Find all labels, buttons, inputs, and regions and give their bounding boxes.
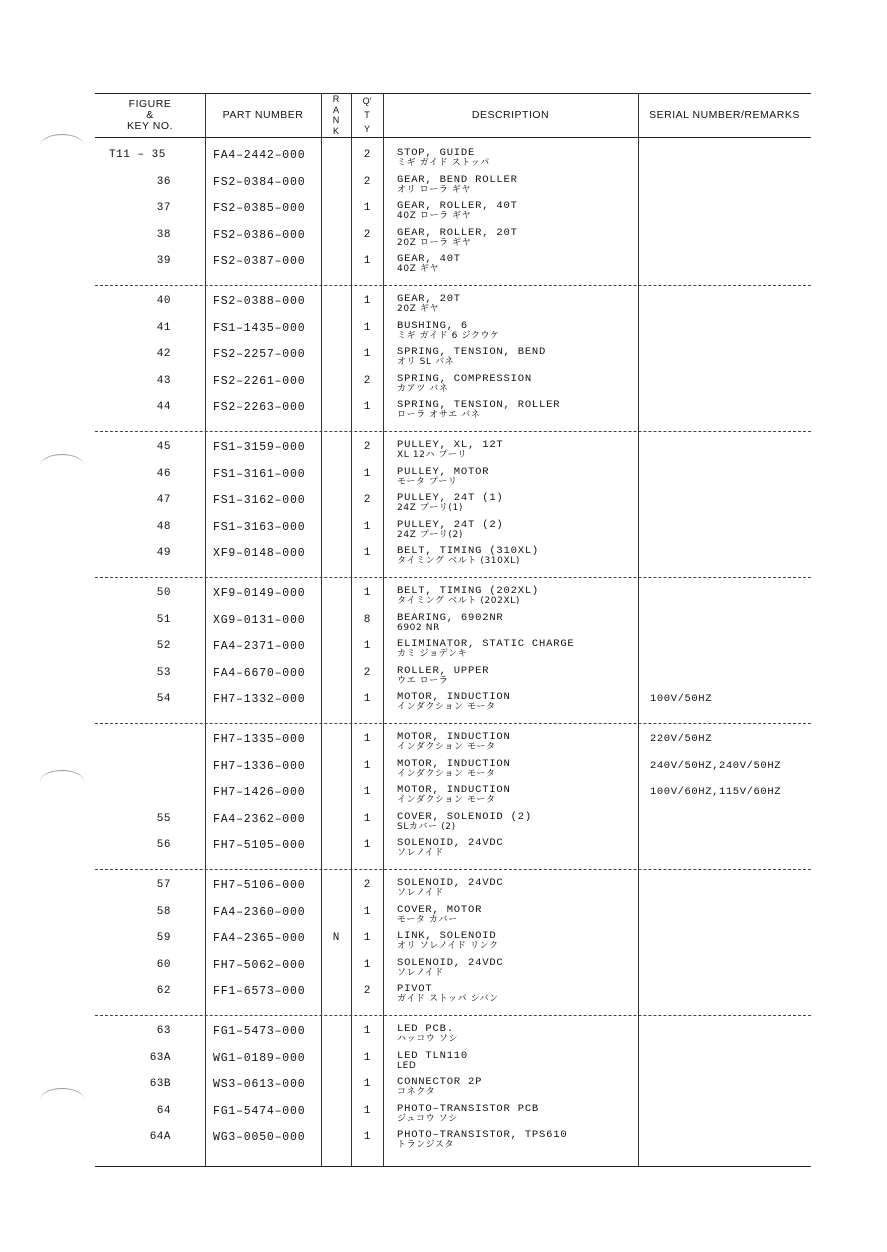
quantity: 1 (363, 932, 371, 944)
quantity: 1 (363, 321, 371, 334)
quantity: 1 (363, 1051, 371, 1064)
description-english: PULLEY, 24T (1) (397, 492, 504, 504)
description-japanese: カアツ バネ (397, 383, 449, 394)
serial-remark: 240V/50HZ,240V/50HZ (650, 759, 782, 772)
part-number: FS2–0387–000 (213, 255, 306, 268)
description-japanese: ミギ ガイド 6 ジクウケ (397, 330, 500, 341)
description-english: SOLENOID, 24VDC (397, 837, 504, 849)
key-number: 48 (156, 520, 171, 533)
key-number: 38 (156, 228, 171, 241)
group-separator (95, 285, 811, 286)
description-japanese: オリ ソレノイド リンク (397, 941, 499, 951)
table-row (95, 346, 811, 372)
group-separator (95, 577, 811, 578)
key-number: 56 (156, 839, 171, 851)
table-row (95, 1129, 811, 1155)
part-number: FH7–1426–000 (213, 786, 306, 799)
quantity: 1 (363, 587, 371, 599)
header-qty-letter: Q' (362, 96, 372, 106)
description-english: BELT, TIMING (310XL) (397, 545, 540, 557)
description-english: LED TLN110 (397, 1049, 469, 1062)
table-row (95, 1050, 811, 1076)
table-row (95, 1076, 811, 1102)
quantity: 2 (363, 374, 371, 387)
description-japanese: ミギ ガイド ストッパ (397, 158, 490, 168)
part-number: FS1–3163–000 (213, 520, 306, 534)
key-number: 54 (156, 693, 171, 705)
description-english: GEAR, BEND ROLLER (397, 173, 518, 186)
punch-hole-mark (40, 1088, 84, 1111)
part-number: FS2–0388–000 (213, 295, 306, 308)
part-number: FS1–3159–000 (213, 441, 306, 454)
description-japanese: 40Z ローラ ギヤ (397, 211, 472, 221)
description-english: COVER, SOLENOID (2) (397, 810, 532, 823)
description-japanese: タイミング ベルト (310XL) (397, 556, 520, 566)
description-japanese: 24Z プーリ(2) (397, 529, 463, 540)
part-number: XF9–0149–000 (213, 587, 306, 600)
key-number: 63A (149, 1051, 171, 1064)
table-row (95, 665, 811, 691)
table-row (95, 545, 811, 571)
quantity: 1 (363, 1078, 371, 1090)
quantity: 1 (363, 733, 371, 745)
description-japanese: LED (397, 1060, 417, 1071)
description-japanese: ソレノイド (397, 848, 444, 858)
quantity: 1 (363, 812, 371, 825)
quantity: 1 (363, 640, 371, 652)
header-figure-key (95, 93, 205, 137)
quantity: 1 (363, 693, 371, 705)
key-number: 62 (156, 985, 171, 997)
header-qty (352, 94, 382, 136)
table-row (95, 373, 811, 399)
table-row (95, 904, 811, 930)
group-separator (95, 431, 811, 432)
quantity: 1 (363, 839, 371, 851)
table-row (95, 147, 811, 173)
description-english: GEAR, 40T (397, 253, 461, 265)
key-number: 52 (156, 640, 171, 652)
header-rank-letter: N (332, 115, 340, 125)
part-number: FA4–6670–000 (213, 666, 306, 680)
header-rank-letter: A (332, 104, 339, 115)
part-number: FS1–1435–000 (213, 321, 306, 335)
description-english: GEAR, ROLLER, 40T (397, 200, 518, 212)
header-figure-line: & (146, 108, 154, 121)
part-number: FS1–3162–000 (213, 494, 306, 507)
table-row (95, 691, 811, 717)
header-qty-letter: T (364, 110, 370, 120)
description-japanese: 20Z ローラ ギヤ (397, 237, 472, 248)
quantity: 1 (363, 202, 371, 214)
header-figure-line: KEY NO. (127, 119, 173, 132)
table-row (95, 784, 811, 810)
key-number: 44 (156, 401, 171, 413)
part-number: FS1–3161–000 (213, 467, 306, 481)
header-figure-line: FIGURE (128, 97, 172, 110)
table-row (95, 877, 811, 903)
description-japanese: オリ ローラ ギヤ (397, 184, 472, 195)
part-number: FS2–2261–000 (213, 374, 306, 388)
description-japanese: SLカバー (2) (397, 821, 456, 832)
key-number: 57 (156, 879, 171, 891)
description-japanese: ソレノイド (397, 967, 444, 978)
key-number: 36 (156, 175, 171, 188)
description-english: MOTOR, INDUCTION (397, 691, 511, 703)
header-part-number: PART NUMBER (222, 108, 304, 121)
description-english: GEAR, 20T (397, 293, 461, 305)
description-japanese: モータ プーリ (397, 476, 458, 487)
group-separator (95, 1015, 811, 1016)
key-number: 64A (149, 1131, 171, 1143)
description-english: BUSHING, 6 (397, 319, 469, 332)
table-row (95, 439, 811, 465)
quantity: 1 (363, 905, 371, 918)
part-number: FA4–2442–000 (213, 149, 306, 162)
part-number: FS2–0385–000 (213, 202, 306, 215)
description-english: COVER, MOTOR (397, 903, 483, 916)
description-english: BEARING, 6902NR (397, 611, 504, 624)
key-number: 59 (156, 932, 171, 944)
key-number: 64 (156, 1104, 171, 1117)
part-number: FS2–0386–000 (213, 228, 306, 242)
part-number: WG1–0189–000 (213, 1051, 306, 1065)
description-japanese: ソレノイド (397, 888, 444, 898)
part-number: FH7–1336–000 (213, 759, 306, 773)
table-row (95, 227, 811, 253)
table-row (95, 519, 811, 545)
part-number: FS2–0384–000 (213, 175, 306, 189)
key-number: 42 (156, 348, 171, 360)
part-number: FS2–2263–000 (213, 401, 306, 414)
description-english: LINK, SOLENOID (397, 930, 497, 942)
description-english: ELIMINATOR, STATIC CHARGE (397, 638, 575, 650)
quantity: 1 (363, 1025, 371, 1037)
key-number: 51 (156, 613, 171, 626)
description-english: SOLENOID, 24VDC (397, 877, 504, 889)
quantity: 2 (363, 149, 371, 161)
key-number: 45 (156, 441, 171, 453)
description-english: ROLLER, UPPER (397, 664, 490, 677)
table-bottom-rule (95, 1166, 811, 1167)
part-number: XG9–0131–000 (213, 613, 306, 627)
quantity: 8 (363, 613, 371, 626)
table-row (95, 957, 811, 983)
serial-remark: 100V/60HZ,115V/60HZ (650, 786, 782, 798)
description-english: PIVOT (397, 983, 433, 995)
table-row (95, 174, 811, 200)
description-japanese: モータ カバー (397, 914, 458, 925)
description-japanese: インダクション モータ (397, 768, 496, 779)
quantity: 1 (363, 1131, 371, 1143)
quantity: 2 (363, 666, 371, 679)
part-number: FA4–2371–000 (213, 640, 306, 653)
quantity: 2 (363, 228, 371, 241)
quantity: 2 (363, 494, 371, 506)
part-number: FF1–6573–000 (213, 985, 306, 998)
key-number: 53 (156, 666, 171, 679)
table-row (95, 399, 811, 425)
description-japanese: インダクション モータ (397, 795, 496, 805)
key-number: 63B (149, 1078, 171, 1090)
quantity: 1 (363, 520, 371, 533)
description-japanese: オリ SL バネ (397, 357, 455, 367)
part-number: FH7–5062–000 (213, 958, 306, 972)
part-number: FS2–2257–000 (213, 348, 306, 361)
key-number: 60 (156, 958, 171, 971)
figure-number: T11 – 35 (109, 149, 166, 161)
quantity: 2 (363, 441, 371, 453)
description-english: MOTOR, INDUCTION (397, 757, 511, 770)
description-japanese: ガイド ストッパ シバン (397, 994, 499, 1004)
description-english: SPRING, TENSION, ROLLER (397, 399, 561, 411)
key-number: 55 (156, 812, 171, 825)
punch-hole-mark (40, 454, 84, 477)
quantity: 2 (363, 985, 371, 997)
description-japanese: ジュコウ ソシ (397, 1113, 458, 1124)
key-number: 63 (156, 1025, 171, 1037)
part-number: FA4–2360–000 (213, 905, 306, 919)
quantity: 2 (363, 879, 371, 891)
part-number: FH7–5106–000 (213, 879, 306, 892)
key-number: 37 (156, 202, 171, 214)
quantity: 1 (363, 348, 371, 360)
quantity: 1 (363, 958, 371, 971)
description-english: PULLEY, MOTOR (397, 465, 490, 478)
key-number: 46 (156, 467, 171, 480)
description-english: SOLENOID, 24VDC (397, 956, 504, 969)
key-number: 43 (156, 374, 171, 387)
table-row (95, 983, 811, 1009)
table-row (95, 200, 811, 226)
serial-remark: 100V/50HZ (650, 693, 713, 705)
header-rank-letter: K (332, 125, 339, 136)
table-row (95, 638, 811, 664)
rank: N (332, 932, 340, 944)
table-row (95, 585, 811, 611)
group-separator (95, 723, 811, 724)
key-number: 47 (156, 494, 171, 506)
description-japanese: 6902 NR (397, 622, 440, 633)
table-row (95, 492, 811, 518)
part-number: WS3–0613–000 (213, 1078, 306, 1091)
description-japanese: ローラ オサエ バネ (397, 410, 481, 420)
part-number: XF9–0148–000 (213, 547, 306, 560)
quantity: 1 (363, 759, 371, 772)
key-number: 41 (156, 321, 171, 334)
description-japanese: コネクタ (397, 1087, 436, 1097)
description-english: PULLEY, 24T (2) (397, 518, 504, 531)
description-english: BELT, TIMING (202XL) (397, 585, 540, 597)
description-english: SPRING, COMPRESSION (397, 372, 532, 385)
description-japanese: 24Z プーリ(1) (397, 503, 463, 513)
description-japanese: XL 12ハ プーリ (397, 450, 468, 460)
key-number: 50 (156, 587, 171, 599)
part-number: FA4–2362–000 (213, 812, 306, 826)
description-japanese: ウエ ローラ (397, 675, 449, 686)
table-row (95, 811, 811, 837)
table-row (95, 758, 811, 784)
serial-remark: 220V/50HZ (650, 733, 713, 745)
description-english: CONNECTOR 2P (397, 1076, 483, 1088)
header-rank-letter: R (332, 94, 340, 104)
punch-hole-mark (40, 770, 84, 793)
description-japanese: インダクション モータ (397, 702, 496, 712)
quantity: 1 (363, 295, 371, 307)
quantity: 1 (363, 547, 371, 559)
quantity: 1 (363, 467, 371, 480)
header-description: DESCRIPTION (471, 108, 550, 121)
punch-hole-mark (40, 134, 84, 157)
key-number: 49 (156, 547, 171, 559)
key-number: 58 (156, 905, 171, 918)
description-english: MOTOR, INDUCTION (397, 731, 511, 743)
description-english: MOTOR, INDUCTION (397, 784, 511, 796)
description-japanese: カミ ジョデンキ (397, 649, 468, 659)
description-english: SPRING, TENSION, BEND (397, 346, 547, 358)
part-number: WG3–0050–000 (213, 1131, 306, 1144)
description-japanese: 40Z ギヤ (397, 264, 440, 274)
description-english: PULLEY, XL, 12T (397, 439, 504, 451)
quantity: 1 (363, 401, 371, 413)
parts-table (95, 93, 811, 1168)
quantity: 1 (363, 255, 371, 267)
quantity: 1 (363, 786, 371, 798)
header-serial-remarks: SERIAL NUMBER/REMARKS (649, 108, 800, 121)
description-english: LED PCB. (397, 1023, 454, 1035)
header-rank (321, 94, 351, 136)
table-row (95, 1103, 811, 1129)
header-bottom-rule (95, 137, 811, 138)
part-number: FH7–1332–000 (213, 693, 306, 706)
description-english: STOP, GUIDE (397, 147, 476, 159)
description-english: PHOTO–TRANSISTOR PCB (397, 1102, 540, 1115)
part-number: FG1–5474–000 (213, 1104, 306, 1118)
part-number: FH7–1335–000 (213, 733, 306, 746)
part-number: FH7–5105–000 (213, 839, 306, 852)
key-number: 39 (156, 255, 171, 267)
table-row (95, 293, 811, 319)
table-row (95, 731, 811, 757)
description-japanese: タイミング ベルト (202XL) (397, 596, 520, 606)
part-number: FG1–5473–000 (213, 1025, 306, 1038)
group-separator (95, 869, 811, 870)
table-row (95, 612, 811, 638)
description-japanese: ハッコウ ソシ (397, 1034, 459, 1044)
description-japanese: インダクション モータ (397, 742, 496, 752)
table-row (95, 466, 811, 492)
description-japanese: トランジスタ (397, 1140, 455, 1150)
description-japanese: 20Z ギヤ (397, 304, 440, 314)
table-row (95, 253, 811, 279)
description-english: GEAR, ROLLER, 20T (397, 226, 518, 239)
description-english: PHOTO–TRANSISTOR, TPS610 (397, 1129, 568, 1141)
key-number: 40 (156, 295, 171, 307)
header-qty-letter: Y (363, 124, 370, 134)
table-row (95, 1023, 811, 1049)
table-row (95, 320, 811, 346)
table-row (95, 837, 811, 863)
quantity: 1 (363, 1104, 371, 1117)
quantity: 2 (363, 175, 371, 188)
part-number: FA4–2365–000 (213, 932, 306, 945)
table-row (95, 930, 811, 956)
